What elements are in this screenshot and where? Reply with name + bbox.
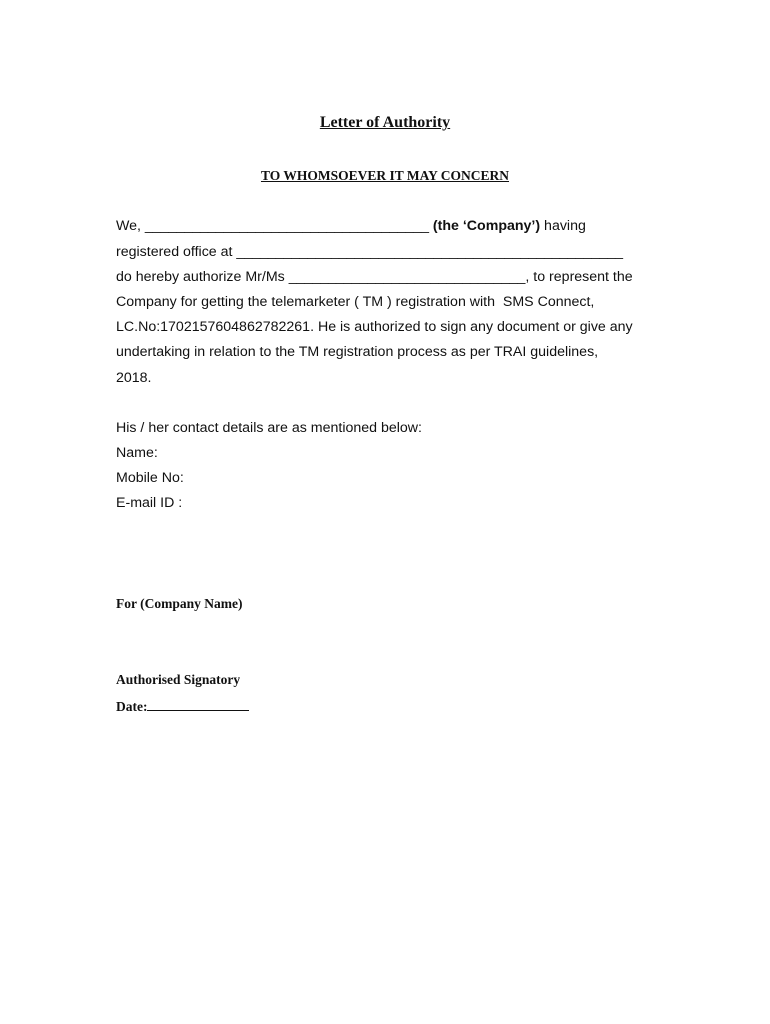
- company-term: (the ‘Company’): [432, 218, 541, 234]
- body-line-1: We, ____________________________________ (the ‘Company’) having: [116, 218, 586, 234]
- contact-name-label: Name:: [116, 445, 158, 461]
- body-line-7: 2018.: [116, 370, 152, 386]
- contact-intro: His / her contact details are as mentioned below:: [116, 420, 422, 436]
- body-line-6: undertaking in relation to the TM registration process as per TRAI guidelines,: [116, 344, 599, 360]
- date-label: Date:: [116, 699, 148, 714]
- body-line-2: registered office at _________________________________________________: [116, 244, 624, 260]
- letter-title: Letter of Authority: [319, 114, 451, 131]
- letter-subtitle: TO WHOMSOEVER IT MAY CONCERN: [260, 168, 510, 183]
- body-line-5: LC.No:1702157604862782261. He is authorized to sign any document or give any: [116, 319, 633, 335]
- authorised-signatory: Authorised Signatory: [116, 672, 241, 687]
- for-company-name: For (Company Name): [116, 596, 243, 611]
- date-blank-line: [147, 697, 249, 711]
- contact-email-label: E-mail ID :: [116, 495, 183, 511]
- body-line-4: Company for getting the telemarketer ( TM ) registration with SMS Connect,: [116, 294, 595, 310]
- contact-mobile-label: Mobile No:: [116, 470, 184, 486]
- body-line-3: do hereby authorize Mr/Ms ______________________________, to represent the: [116, 269, 633, 285]
- date-field: [116, 697, 249, 715]
